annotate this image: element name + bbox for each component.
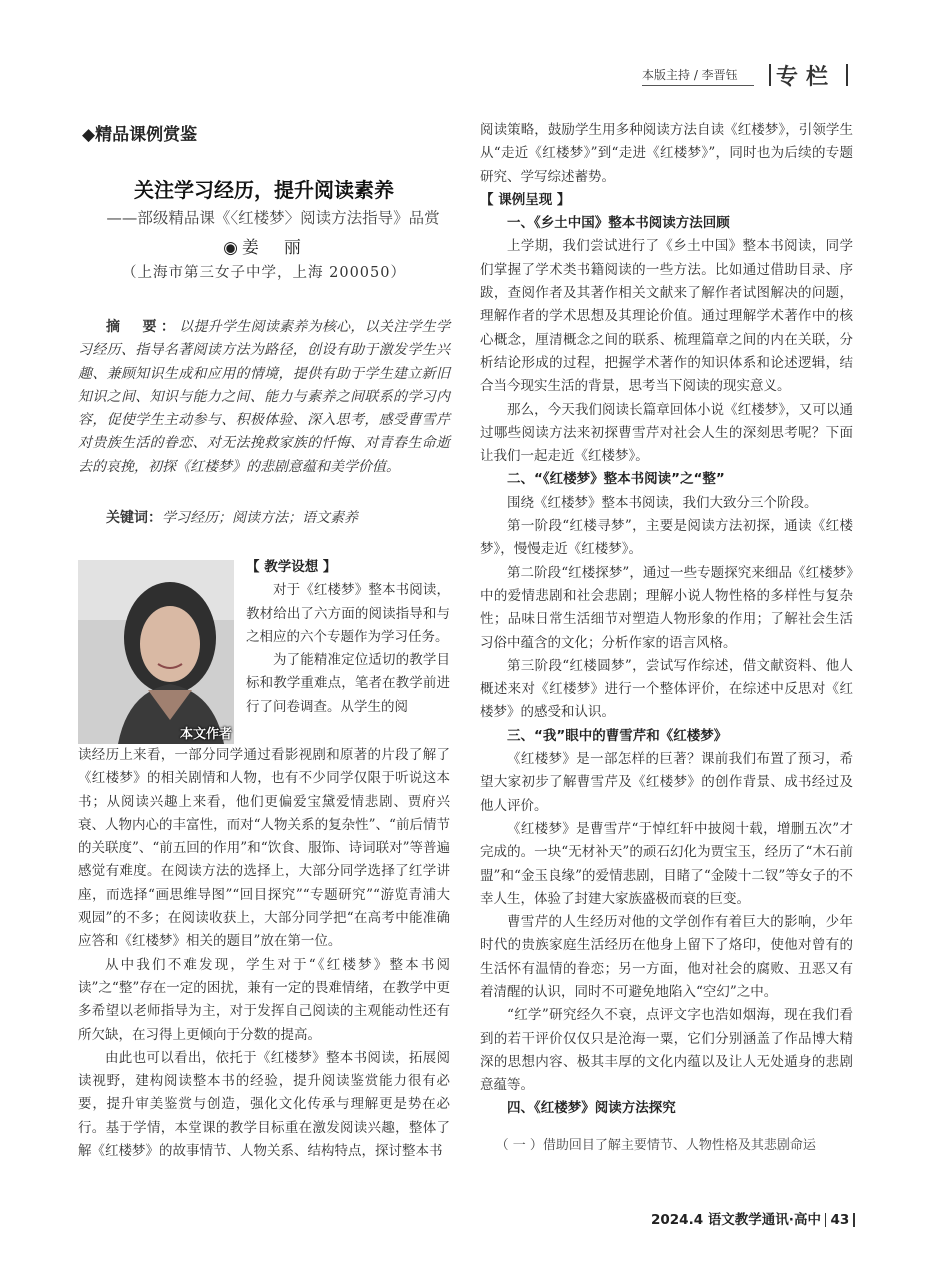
page-number: 43 — [830, 1212, 850, 1228]
paragraph-3: 围绕《红楼梦》整本书阅读，我们大致分三个阶段。 — [507, 494, 818, 511]
keywords-text: 学习经历；阅读方法；语文素养 — [162, 510, 358, 526]
paragraph-7: 《红楼梦》是一部怎样的巨著？课前我们布置了预习，希望大家初步了解曹雪芹及《红楼梦》的创作背景、成书经过及他人评价。 — [480, 751, 853, 814]
design-paragraph-2a: 为了能精准定位适切的教学目标和教学重难点，笔者在教学前进行了问卷调查。从学生的阅 — [246, 652, 450, 715]
issue-number: 2024.4 — [651, 1212, 704, 1228]
design-heading: 【 教学设想 】 — [246, 559, 337, 575]
photo-caption: 本文作者 — [179, 727, 232, 742]
footer-divider — [825, 1213, 827, 1227]
design-paragraph-1: 对于《红楼梦》整本书阅读，教材给出了六方面的阅读指导和与之相应的六个专题作为学习任务。 — [246, 582, 450, 645]
article-title: 关注学习经历，提升阅读素养 — [134, 178, 394, 202]
subsection-heading-1: （ 一 ）借助回目了解主要情节、人物性格及其悲剧命运 — [495, 1137, 816, 1153]
author-affiliation: （上海市第三女子中学，上海 200050） — [122, 265, 406, 281]
page-footer — [651, 1208, 859, 1228]
abstract-label: 摘 要： — [106, 319, 180, 335]
design-paragraph-4: 由此也可以看出，依托于《红楼梦》整本书阅读，拓展阅读视野，建构阅读整本书的经验，提升阅读鉴赏能力很有必要，提升审美鉴赏与创造，强化文化传承与理解更是势在必行。基于学情，本堂课的教学目标重在激发阅读兴趣，整体了解《红楼梦》的故事情节、人物关系、结构特点，探讨整本书 — [78, 1049, 450, 1160]
column-host: 本版主持 / 李晋钰 — [642, 66, 754, 86]
article-subtitle: ——部级精品课《〈红楼梦〉阅读方法指导》品赏 — [106, 209, 440, 227]
header-divider — [769, 64, 771, 86]
paragraph-5: 第二阶段“红楼探梦”，通过一些专题探究来细品《红楼梦》中的爱情悲剧和社会悲剧；理解小说人物性格的多样性与复杂性；品味日常生活细节对塑造人物形象的作用；了解社会生活习俗中蕴含的文化；分析作家的语言风格。 — [480, 564, 853, 651]
section-heading-4: 四、《红楼梦》阅读方法探究 — [507, 1100, 676, 1117]
paragraph-8: 《红楼梦》是曹雪芹“于悼红轩中披阅十载，增删五次”才完成的。一块“无材补天”的顽石幻化为贾宝玉，经历了“木石前盟”和“金玉良缘”的爱情悲剧，目睹了“金陵十二钗”等女子的不幸人生，体验了封建大家族盛极而衰的巨变。 — [480, 820, 853, 907]
paragraph-2: 那么，今天我们阅读长篇章回体小说《红楼梦》，又可以通过哪些阅读方法来初探曹雪芹对社会人生的深刻思考呢？下面让我们一起走近《红楼梦》。 — [480, 401, 853, 465]
abstract-text: 以提升学生阅读素养为核心，以关注学生学习经历、指导名著阅读方法为路径，创设有助于激发学生兴趣、兼顾知识生成和应用的情境，提供有助于学生建立新旧知识之间、知识与能力之间、能力与素养之间联系的学习内容，促使学生主动参与、积极体验、深入思考，感受曹雪芹对贵族生活的眷恋、对无法挽救家族的忏悔、对青春生命逝去的哀挽，初探《红楼梦》的悲剧意蕴和美学价值。 — [78, 319, 451, 475]
author-photo — [78, 560, 234, 744]
abstract — [78, 316, 450, 479]
keywords-label: 关键词： — [106, 510, 162, 526]
paragraph-4: 第一阶段“红楼寻梦”，主要是阅读方法初探，通读《红楼梦》，慢慢走近《红楼梦》。 — [480, 518, 853, 558]
author-name: ◉姜 丽 — [223, 238, 305, 258]
section-heading-1: 一、《乡土中国》整本书阅读方法回顾 — [507, 215, 730, 232]
design-section-top — [246, 556, 450, 719]
section-heading-3: 三、“我”眼中的曹雪芹和《红楼梦》 — [507, 727, 728, 744]
paragraph-9: 曹雪芹的人生经历对他的文学创作有着巨大的影响，少年时代的贵族家庭生活经历在他身上留下了烙印，使他对曾有的生活怀有温情的眷恋；另一方面，他对社会的腐败、丑恶又有着清醒的认识，同时不可避免地陷入“空幻”之中。 — [480, 914, 853, 1000]
continued-paragraph: 阅读策略，鼓励学生用多种阅读方法自读《红楼梦》，引领学生从“走近《红楼梦》”到“走进《红楼梦》”，同时也为后续的专题研究、学写综述蓄势。 — [480, 122, 853, 185]
paragraph-10: “红学”研究经久不衰，点评文字也浩如烟海，现在我们看到的若干评价仅仅只是沧海一粟，它们分别涵盖了作品博大精深的思想内容、极其丰厚的文化内蕴以及让人无处遁身的悲剧意蕴等。 — [480, 1007, 853, 1094]
course-heading: 【 课例呈现 】 — [480, 191, 571, 208]
paragraph-6: 第三阶段“红楼圆梦”，尝试写作综述，借文献资料、他人概述来对《红楼梦》进行一个整体评价，在综述中反思对《红楼梦》的感受和认识。 — [480, 657, 853, 721]
paragraph-1: 上学期，我们尝试进行了《乡土中国》整本书阅读，同学们掌握了学术类书籍阅读的一些方法。比如通过借助目录、序跋，查阅作者及其著作相关文献来了解作者试图解决的问题，理解作者的学术思想及其理论价值。通过理解学术著作中的核心概念，厘清概念之间的联系、梳理篇章之间的内在关联，分析结论形成的过程，把握学术著作的知识体系和论述逻辑，结合当今现实生活的背景，思考当下阅读的现实意义。 — [480, 238, 853, 395]
journal-name: 语文教学通讯·高中 — [707, 1212, 821, 1228]
footer-divider-right — [853, 1213, 855, 1227]
design-paragraph-3: 从中我们不难发现，学生对于“《红楼梦》整本书阅读”之“整”存在一定的困扰，兼有一定的畏难情绪，在教学中更多希望以老师指导为主，对于发挥自己阅读的主观能动性还有所欠缺，在习得上更倾向于分数的提高。 — [78, 956, 450, 1043]
header-divider-right — [846, 64, 848, 86]
design-section-bottom — [78, 744, 450, 1163]
keywords — [78, 507, 450, 527]
design-paragraph-2b: 读经历上来看，一部分同学通过看影视剧和原著的片段了解了《红楼梦》的相关剧情和人物，也有不少同学仅限于听说这本书；从阅读兴趣上来看，他们更偏爱宝黛爱情悲剧、贾府兴衰、人物内心的丰富性，而对“人物关系的复杂性”、“前后情节的关联度”、“前五回的作用”和“饮食、服饰、诗词联对”等普遍感觉有难度。在阅读方法的选择上，大部分同学选择了红学讲座，而选择“画思维导图”“回目探究”“专题研究”“游览青浦大观园”的不多；在阅读收获上，大部分同学把“在高考中能准确应答和《红楼梦》相关的题目”放在第一位。 — [78, 747, 451, 950]
portrait-illustration — [78, 560, 234, 744]
right-column — [480, 119, 853, 1170]
section-tag: ◆精品课例赏鉴 — [82, 125, 198, 145]
column-name: 专栏 — [776, 65, 837, 90]
section-heading-2: 二、“《红楼梦》整本书阅读”之“整” — [507, 471, 725, 488]
